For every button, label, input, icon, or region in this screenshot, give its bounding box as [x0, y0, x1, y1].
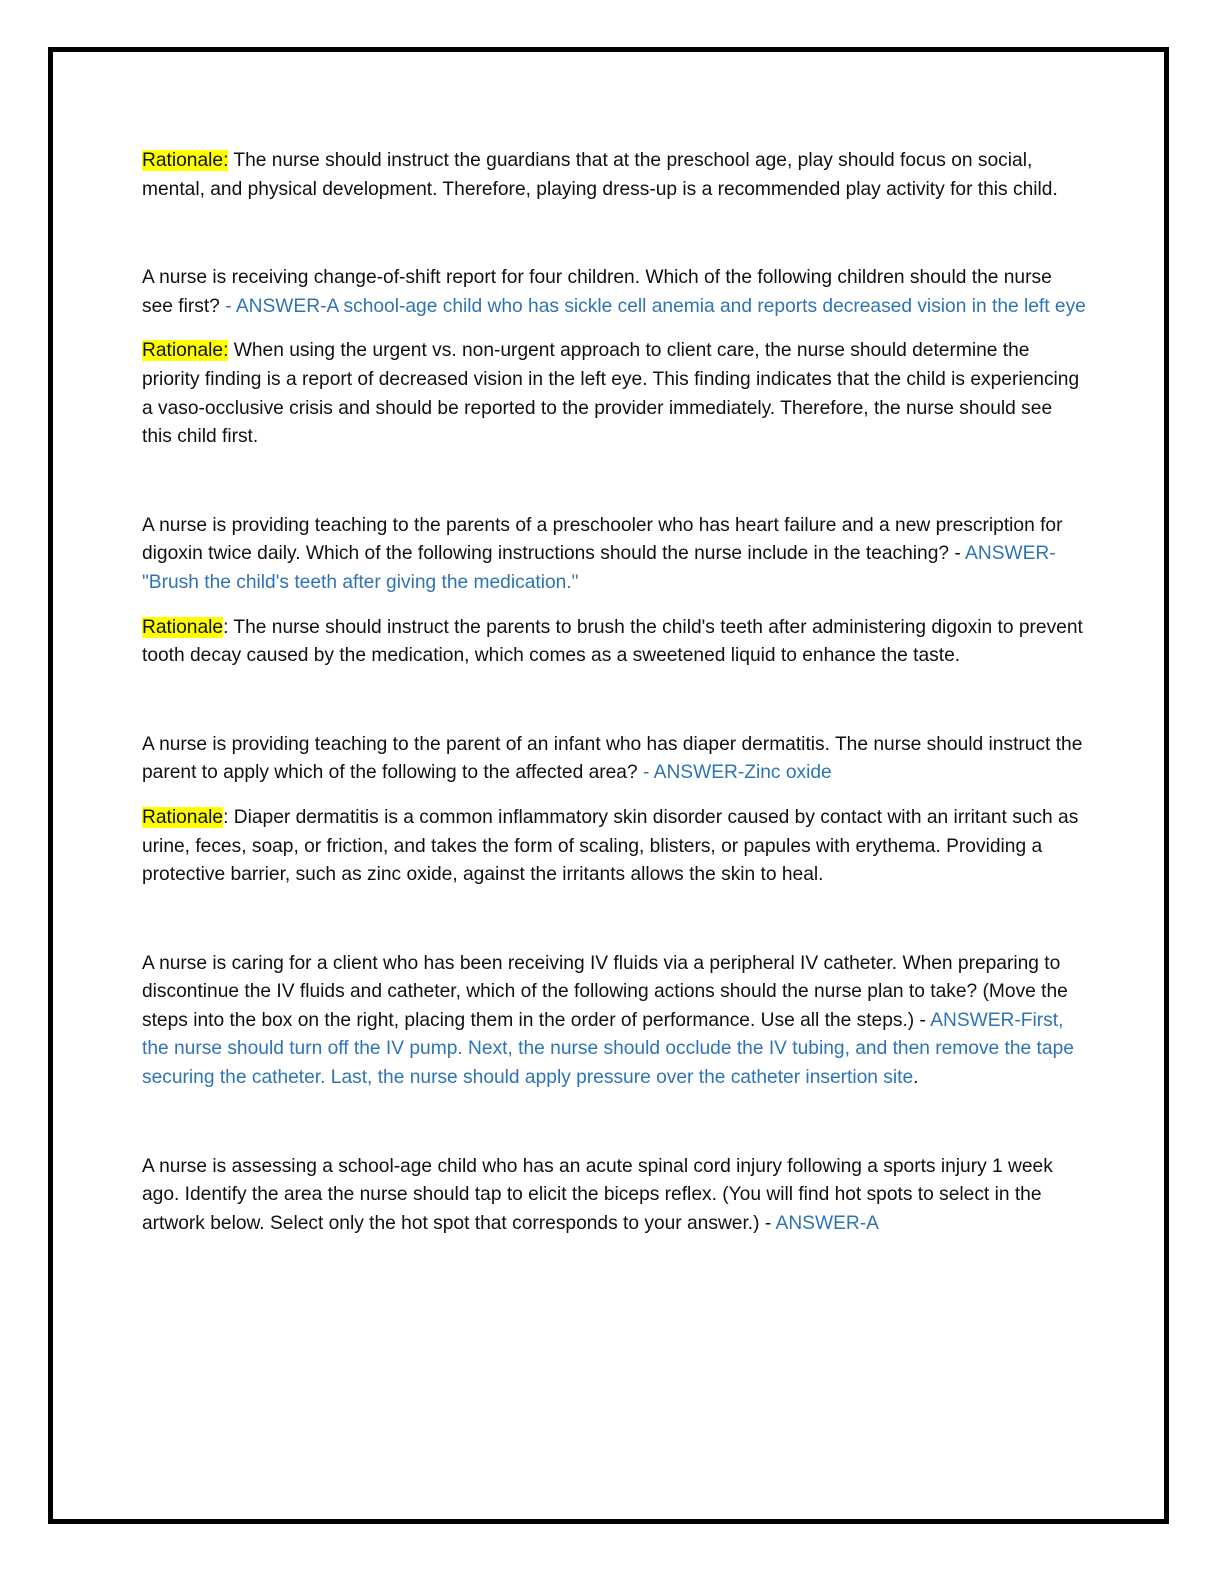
question-biceps-reflex: [142, 1153, 1087, 1239]
question-text: A nurse is assessing a school-age child who has an acute spinal cord injury following a sports injury 1 week ago. Identify the area the nurse should tap to elicit the biceps reflex. (You will find hot spots to select in the artwork below. Select only the hot spot that corresponds to your answer.) -: [142, 1155, 1053, 1234]
question-text: A nurse is caring for a client who has been receiving IV fluids via a peripheral IV catheter. When preparing to discontinue the IV fluids and catheter, which of the following actions should the nurse plan to take? (Move the steps into the box on the right, placing them in the order of performance. Use all the steps.) -: [142, 952, 1068, 1031]
rationale-label: Rationale:: [142, 150, 229, 171]
question-text: A nurse is providing teaching to the parent of an infant who has diaper dermatitis. The nurse should instruct the parent to apply which of the following to the affected area?: [142, 733, 1083, 784]
rationale-play-activity: [142, 147, 1087, 204]
question-iv-discontinue: [142, 950, 1087, 1093]
document-body: [142, 147, 1087, 1238]
answer-text: - ANSWER-A school-age child who has sickle cell anemia and reports decreased vision in the left eye: [219, 295, 1086, 317]
answer-tail: .: [913, 1067, 919, 1089]
answer-text: ANSWER-A: [775, 1212, 879, 1234]
rationale-change-of-shift: [142, 337, 1087, 451]
rationale-text: When using the urgent vs. non-urgent approach to client care, the nurse should determine the priority finding is a report of decreased vision in the left eye. This finding indicates that the child is experiencing a vaso-occlusive crisis and should be reported to the provider immediately. Therefore, the nurse should see this child first.: [142, 340, 1080, 448]
rationale-text: The nurse should instruct the guardians that at the preschool age, play should focus on social, mental, and physical development. Therefore, playing dress-up is a recommended play activity for this child.: [142, 150, 1058, 200]
rationale-label: Rationale: [142, 806, 224, 828]
answer-text: ANSWER-"Brush the child's teeth after giving the medication.": [142, 543, 1056, 593]
answer-text: ANSWER-First, the nurse should turn off the IV pump. Next, the nurse should occlude the IV tubing, and then remove the tape securing the catheter. Last, the nurse should apply pressure over the catheter insertion site: [142, 1009, 1074, 1089]
question-text: A nurse is providing teaching to the parents of a preschooler who has heart failure and a new prescription for digoxin twice daily. Which of the following instructions should the nurse include in the teaching? -: [142, 514, 1063, 565]
question-digoxin: [142, 512, 1087, 598]
question-text: A nurse is receiving change-of-shift report for four children. Which of the following children should the nurse see first?: [142, 267, 1052, 317]
question-change-of-shift: [142, 264, 1087, 321]
rationale-digoxin: [142, 614, 1087, 671]
question-diaper-dermatitis: [142, 731, 1087, 788]
answer-text: - ANSWER-Zinc oxide: [637, 762, 832, 784]
rationale-text: : Diaper dermatitis is a common inflammatory skin disorder caused by contact with an irritant such as urine, feces, soap, or friction, and takes the form of scaling, blisters, or papules with erythema. Providing a protective barrier, such as zinc oxide, against the irritants allows the skin to heal.: [142, 806, 1079, 886]
rationale-label: Rationale:: [142, 340, 229, 362]
rationale-text: : The nurse should instruct the parents to brush the child's teeth after administering digoxin to prevent tooth decay caused by the medication, which comes as a sweetened liquid to enhance the taste.: [142, 616, 1083, 667]
rationale-label: Rationale: [142, 616, 224, 638]
rationale-diaper-dermatitis: [142, 804, 1087, 890]
